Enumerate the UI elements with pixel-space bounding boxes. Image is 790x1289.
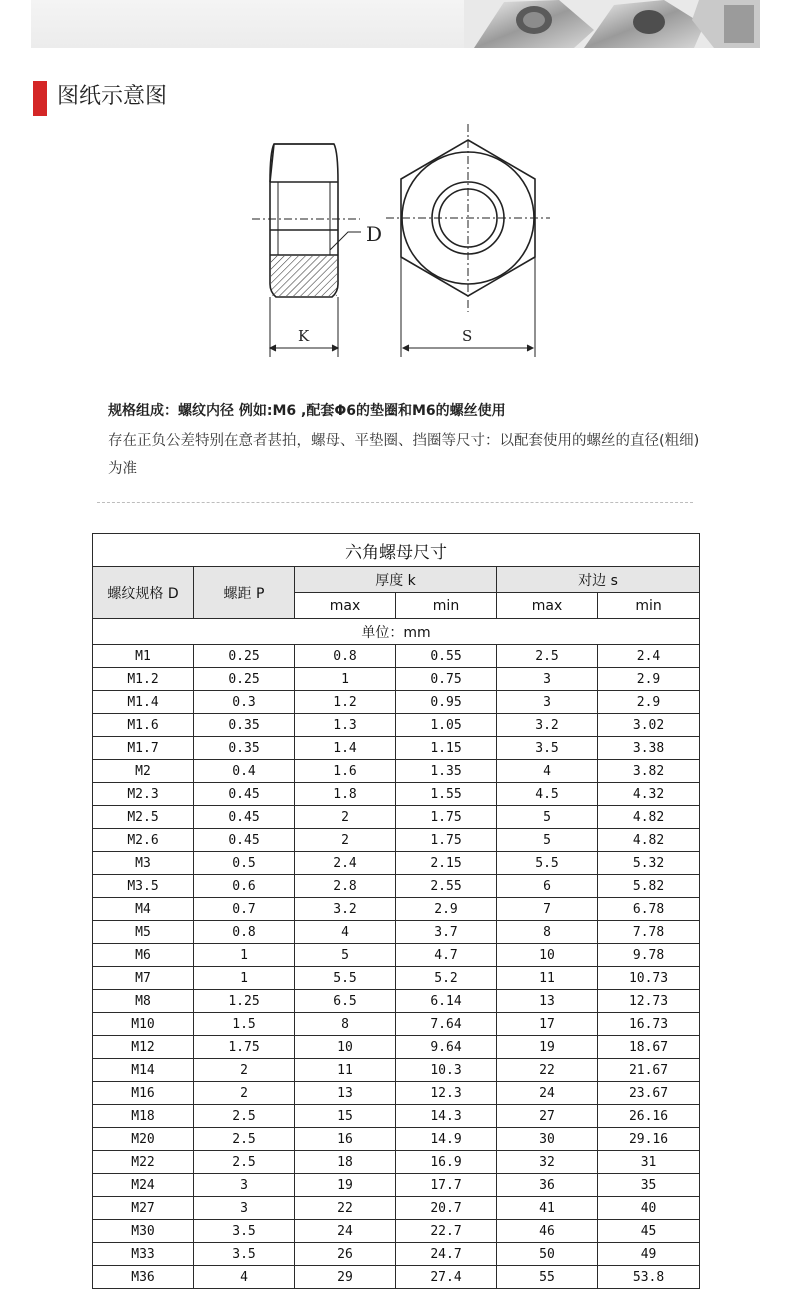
cell-thread-spec: M12	[93, 1036, 194, 1059]
cell-across-min: 2.9	[598, 691, 700, 714]
cell-thickness-max: 1.2	[295, 691, 396, 714]
cell-thickness-min: 2.55	[396, 875, 497, 898]
cell-thickness-max: 26	[295, 1243, 396, 1266]
cell-pitch: 0.35	[194, 737, 295, 760]
cell-pitch: 0.25	[194, 645, 295, 668]
header-thickness: 厚度 k	[295, 567, 497, 593]
cell-thickness-max: 8	[295, 1013, 396, 1036]
cell-thickness-min: 9.64	[396, 1036, 497, 1059]
cell-thread-spec: M3.5	[93, 875, 194, 898]
header-thickness-min: min	[396, 593, 497, 619]
cell-across-min: 49	[598, 1243, 700, 1266]
cell-pitch: 2.5	[194, 1128, 295, 1151]
cell-thickness-max: 2	[295, 829, 396, 852]
cell-thread-spec: M36	[93, 1266, 194, 1289]
cell-thread-spec: M5	[93, 921, 194, 944]
cell-across-max: 11	[497, 967, 598, 990]
cell-pitch: 3	[194, 1174, 295, 1197]
cell-across-max: 4	[497, 760, 598, 783]
header-thread-spec: 螺纹规格 D	[93, 567, 194, 619]
cell-across-max: 3	[497, 691, 598, 714]
table-row	[93, 990, 700, 1013]
table-row	[93, 668, 700, 691]
cell-thickness-min: 22.7	[396, 1220, 497, 1243]
cell-thickness-max: 1.6	[295, 760, 396, 783]
cell-thickness-min: 1.55	[396, 783, 497, 806]
cell-across-min: 7.78	[598, 921, 700, 944]
dashed-divider	[97, 502, 693, 503]
cell-thread-spec: M14	[93, 1059, 194, 1082]
cell-thickness-max: 29	[295, 1266, 396, 1289]
cell-across-max: 8	[497, 921, 598, 944]
table-row	[93, 1082, 700, 1105]
cell-thread-spec: M2.3	[93, 783, 194, 806]
cell-thickness-max: 18	[295, 1151, 396, 1174]
cell-across-max: 24	[497, 1082, 598, 1105]
cell-across-min: 4.82	[598, 829, 700, 852]
cell-pitch: 0.6	[194, 875, 295, 898]
cell-across-min: 12.73	[598, 990, 700, 1013]
cell-thickness-min: 10.3	[396, 1059, 497, 1082]
cell-pitch: 0.3	[194, 691, 295, 714]
cell-across-max: 50	[497, 1243, 598, 1266]
cell-thickness-max: 2.8	[295, 875, 396, 898]
cell-across-min: 29.16	[598, 1128, 700, 1151]
cell-thickness-min: 7.64	[396, 1013, 497, 1036]
cell-across-min: 5.82	[598, 875, 700, 898]
cell-pitch: 4	[194, 1266, 295, 1289]
cell-across-min: 35	[598, 1174, 700, 1197]
cell-across-max: 2.5	[497, 645, 598, 668]
cell-thickness-max: 2.4	[295, 852, 396, 875]
table-row	[93, 1151, 700, 1174]
hex-nut-photo	[464, 0, 760, 48]
cell-pitch: 3	[194, 1197, 295, 1220]
cell-across-min: 18.67	[598, 1036, 700, 1059]
cell-thread-spec: M30	[93, 1220, 194, 1243]
cell-across-max: 17	[497, 1013, 598, 1036]
table-row	[93, 1174, 700, 1197]
cell-pitch: 2	[194, 1059, 295, 1082]
cell-thickness-min: 20.7	[396, 1197, 497, 1220]
cell-across-max: 19	[497, 1036, 598, 1059]
cell-across-min: 9.78	[598, 944, 700, 967]
cell-pitch: 0.4	[194, 760, 295, 783]
table-row	[93, 1013, 700, 1036]
cell-thread-spec: M1.2	[93, 668, 194, 691]
header-thickness-max: max	[295, 593, 396, 619]
table-title: 六角螺母尺寸	[93, 534, 700, 567]
cell-thread-spec: M1.4	[93, 691, 194, 714]
table-row	[93, 783, 700, 806]
cell-across-min: 6.78	[598, 898, 700, 921]
diagram-label-k: K	[298, 327, 310, 345]
cell-across-min: 31	[598, 1151, 700, 1174]
section-accent-bar	[33, 81, 47, 116]
spec-description: 存在正负公差特别在意者甚拍，螺母、平垫圈、挡圈等尺寸：以配套使用的螺丝的直径(粗细)为准	[108, 433, 700, 477]
cell-thickness-min: 14.3	[396, 1105, 497, 1128]
table-row	[93, 1243, 700, 1266]
cell-thickness-max: 1.4	[295, 737, 396, 760]
cell-thread-spec: M2.5	[93, 806, 194, 829]
cell-thread-spec: M20	[93, 1128, 194, 1151]
cell-pitch: 0.5	[194, 852, 295, 875]
cell-thickness-min: 0.55	[396, 645, 497, 668]
table-row	[93, 691, 700, 714]
cell-pitch: 2.5	[194, 1151, 295, 1174]
spec-heading: 规格组成：螺纹内径 例如:M6 ,配套Φ6的垫圈和M6的螺丝使用	[108, 403, 506, 419]
cell-across-max: 4.5	[497, 783, 598, 806]
hex-nut-drawing	[248, 122, 558, 362]
cell-thread-spec: M1.6	[93, 714, 194, 737]
cell-across-max: 7	[497, 898, 598, 921]
cell-thickness-min: 1.35	[396, 760, 497, 783]
cell-thickness-min: 4.7	[396, 944, 497, 967]
cell-thread-spec: M8	[93, 990, 194, 1013]
cell-across-min: 3.82	[598, 760, 700, 783]
cell-pitch: 0.25	[194, 668, 295, 691]
section-title: 图纸示意图	[57, 84, 168, 109]
cell-across-min: 53.8	[598, 1266, 700, 1289]
cell-across-max: 13	[497, 990, 598, 1013]
cell-thread-spec: M2	[93, 760, 194, 783]
cell-thread-spec: M1	[93, 645, 194, 668]
cell-thread-spec: M2.6	[93, 829, 194, 852]
diagram-label-d: D	[366, 222, 383, 246]
cell-across-max: 55	[497, 1266, 598, 1289]
cell-across-max: 5	[497, 829, 598, 852]
table-row	[93, 737, 700, 760]
cell-across-max: 5	[497, 806, 598, 829]
cell-thickness-min: 12.3	[396, 1082, 497, 1105]
cell-thickness-max: 5	[295, 944, 396, 967]
table-row	[93, 1059, 700, 1082]
unit-row: 单位：mm	[93, 619, 700, 645]
cell-thread-spec: M4	[93, 898, 194, 921]
cell-across-max: 30	[497, 1128, 598, 1151]
cell-across-max: 27	[497, 1105, 598, 1128]
cell-across-min: 4.32	[598, 783, 700, 806]
cell-thickness-max: 15	[295, 1105, 396, 1128]
cell-pitch: 0.45	[194, 783, 295, 806]
cell-across-min: 40	[598, 1197, 700, 1220]
table-row	[93, 967, 700, 990]
cell-thickness-min: 1.15	[396, 737, 497, 760]
cell-thickness-max: 11	[295, 1059, 396, 1082]
hex-nut-size-table	[92, 533, 700, 1289]
table-row	[93, 1036, 700, 1059]
cell-across-min: 45	[598, 1220, 700, 1243]
cell-pitch: 1.5	[194, 1013, 295, 1036]
table-body	[93, 645, 700, 1289]
cell-across-min: 23.67	[598, 1082, 700, 1105]
cell-across-min: 16.73	[598, 1013, 700, 1036]
cell-pitch: 1.75	[194, 1036, 295, 1059]
cell-thickness-max: 13	[295, 1082, 396, 1105]
cell-across-max: 3.2	[497, 714, 598, 737]
table-row	[93, 921, 700, 944]
cell-pitch: 1.25	[194, 990, 295, 1013]
diagram-label-s: S	[462, 327, 473, 345]
cell-across-min: 4.82	[598, 806, 700, 829]
cell-across-max: 10	[497, 944, 598, 967]
cell-thickness-min: 1.75	[396, 806, 497, 829]
cell-thread-spec: M18	[93, 1105, 194, 1128]
cell-thickness-max: 3.2	[295, 898, 396, 921]
cell-thickness-max: 19	[295, 1174, 396, 1197]
cell-pitch: 1	[194, 967, 295, 990]
cell-pitch: 0.8	[194, 921, 295, 944]
cell-pitch: 0.7	[194, 898, 295, 921]
cell-thickness-min: 0.95	[396, 691, 497, 714]
cell-across-min: 5.32	[598, 852, 700, 875]
cell-thickness-max: 22	[295, 1197, 396, 1220]
cell-across-max: 5.5	[497, 852, 598, 875]
cell-thickness-min: 2.15	[396, 852, 497, 875]
cell-across-max: 32	[497, 1151, 598, 1174]
cell-thickness-max: 4	[295, 921, 396, 944]
cell-across-max: 3.5	[497, 737, 598, 760]
cell-across-min: 2.4	[598, 645, 700, 668]
table-row	[93, 714, 700, 737]
cell-across-min: 10.73	[598, 967, 700, 990]
cell-thread-spec: M27	[93, 1197, 194, 1220]
cell-across-max: 3	[497, 668, 598, 691]
cell-across-max: 41	[497, 1197, 598, 1220]
header-across-max: max	[497, 593, 598, 619]
table-row	[93, 806, 700, 829]
cell-pitch: 3.5	[194, 1220, 295, 1243]
cell-pitch: 2	[194, 1082, 295, 1105]
cell-thickness-min: 14.9	[396, 1128, 497, 1151]
cell-thread-spec: M22	[93, 1151, 194, 1174]
cell-pitch: 0.45	[194, 829, 295, 852]
cell-across-max: 46	[497, 1220, 598, 1243]
cell-across-min: 26.16	[598, 1105, 700, 1128]
cell-across-min: 2.9	[598, 668, 700, 691]
cell-thickness-min: 17.7	[396, 1174, 497, 1197]
header-across-min: min	[598, 593, 700, 619]
cell-thread-spec: M24	[93, 1174, 194, 1197]
cell-across-min: 3.38	[598, 737, 700, 760]
cell-thread-spec: M33	[93, 1243, 194, 1266]
cell-thickness-min: 0.75	[396, 668, 497, 691]
cell-pitch: 0.35	[194, 714, 295, 737]
cell-thickness-max: 16	[295, 1128, 396, 1151]
cell-thread-spec: M7	[93, 967, 194, 990]
cell-thickness-max: 1	[295, 668, 396, 691]
cell-thread-spec: M10	[93, 1013, 194, 1036]
cell-thickness-max: 5.5	[295, 967, 396, 990]
table-row	[93, 760, 700, 783]
cell-thickness-max: 10	[295, 1036, 396, 1059]
cell-thread-spec: M6	[93, 944, 194, 967]
cell-across-max: 22	[497, 1059, 598, 1082]
cell-thickness-min: 1.05	[396, 714, 497, 737]
table-row	[93, 829, 700, 852]
table-row	[93, 1266, 700, 1289]
cell-thickness-min: 1.75	[396, 829, 497, 852]
table-row	[93, 852, 700, 875]
table-row	[93, 944, 700, 967]
cell-thickness-max: 1.8	[295, 783, 396, 806]
table-row	[93, 1105, 700, 1128]
table-row	[93, 875, 700, 898]
cell-across-min: 3.02	[598, 714, 700, 737]
table-row	[93, 1197, 700, 1220]
cell-pitch: 0.45	[194, 806, 295, 829]
cell-thickness-min: 5.2	[396, 967, 497, 990]
table-row	[93, 1128, 700, 1151]
cell-across-min: 21.67	[598, 1059, 700, 1082]
cell-thickness-min: 27.4	[396, 1266, 497, 1289]
cell-thickness-max: 6.5	[295, 990, 396, 1013]
cell-thickness-max: 24	[295, 1220, 396, 1243]
cell-pitch: 2.5	[194, 1105, 295, 1128]
top-banner	[31, 0, 760, 48]
cell-pitch: 3.5	[194, 1243, 295, 1266]
cell-thread-spec: M3	[93, 852, 194, 875]
header-across-flats: 对边 s	[497, 567, 700, 593]
cell-thread-spec: M1.7	[93, 737, 194, 760]
cell-thickness-max: 2	[295, 806, 396, 829]
cell-thickness-min: 2.9	[396, 898, 497, 921]
cell-thread-spec: M16	[93, 1082, 194, 1105]
cell-across-max: 36	[497, 1174, 598, 1197]
cell-thickness-max: 1.3	[295, 714, 396, 737]
header-pitch: 螺距 P	[194, 567, 295, 619]
cell-thickness-min: 6.14	[396, 990, 497, 1013]
cell-thickness-min: 24.7	[396, 1243, 497, 1266]
cell-across-max: 6	[497, 875, 598, 898]
cell-thickness-max: 0.8	[295, 645, 396, 668]
table-row	[93, 898, 700, 921]
cell-thickness-min: 16.9	[396, 1151, 497, 1174]
cell-thickness-min: 3.7	[396, 921, 497, 944]
cell-pitch: 1	[194, 944, 295, 967]
table-row	[93, 645, 700, 668]
table-row	[93, 1220, 700, 1243]
